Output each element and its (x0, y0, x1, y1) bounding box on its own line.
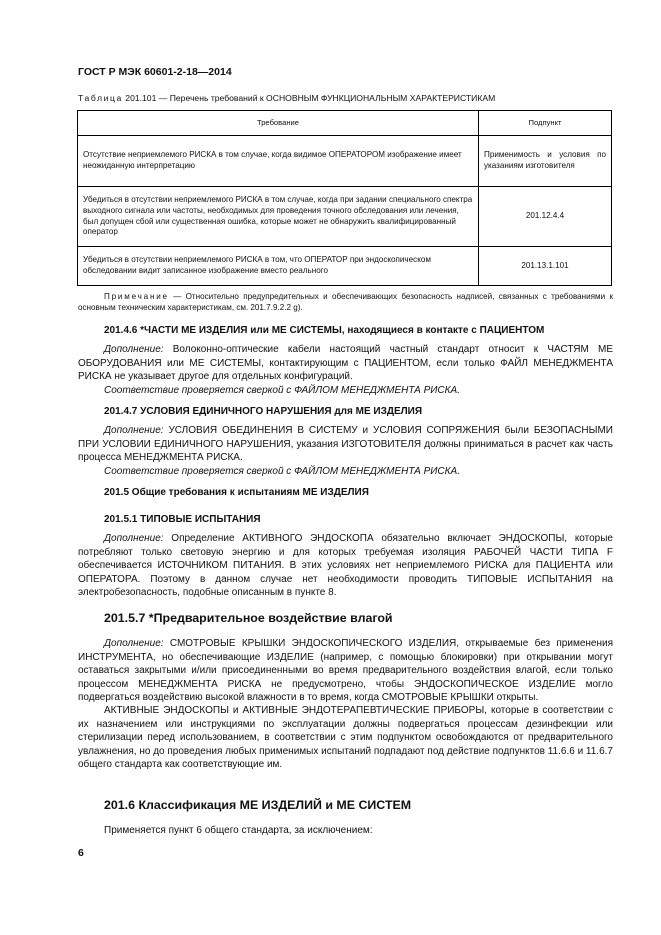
section-heading: 201.5.1 ТИПОВЫЕ ИСПЫТАНИЯ (104, 514, 261, 525)
section-201-6 (78, 799, 613, 838)
section-heading: 201.4.7 УСЛОВИЯ ЕДИНИЧНОГО НАРУШЕНИЯ для МЕ ИЗДЕЛИЯ (104, 406, 423, 417)
section-heading: 201.5 Общие требования к испытаниям МЕ ИЗДЕЛИЯ (104, 487, 369, 498)
section-201-4-6 (78, 324, 613, 397)
subclause-cell: 201.13.1.101 (479, 247, 612, 286)
table-caption-text: 201.101 — Перечень требований к ОСНОВНЫМ ФУНКЦИОНАЛЬНЫМ ХАРАКТЕРИСТИКАМ (125, 93, 496, 103)
requirements-table (77, 110, 612, 286)
table-caption-word: Таблица (78, 93, 123, 103)
subclause-cell: Применимость и условия по указаниям изготовителя (479, 136, 612, 187)
requirement-cell: Убедиться в отсутствии неприемлемого РИСКА в том случае, когда при задании специального спектра выходного сигнала или частоты, необходимых для проведения точного обследования или лечения, был допущен сбой или существенная ошибка, которые может не обнаружить квалифицированный оператор (78, 187, 479, 247)
paragraph-text: УСЛОВИЯ ОБЕДИНЕНИЯ В СИСТЕМУ и УСЛОВИЯ СОПРЯЖЕНИЯ были БЕЗОПАСНЫМИ ПРИ УСЛОВИИ ЕДИНИЧНОГО НАРУШЕНИЯ, указания ИЗГОТОВИТЕЛЯ должны приниматься в расчет как часть процесса МЕНЕДЖМЕНТА РИСКА. (78, 425, 613, 464)
paragraph-lead: Дополнение: (104, 533, 164, 545)
compliance-check: Соответствие проверяется сверкой с ФАЙЛОМ МЕНЕДЖМЕНТА РИСКА. (104, 465, 460, 477)
table-row (78, 247, 612, 286)
table-note (78, 291, 613, 313)
table-header-row (78, 111, 612, 136)
section-heading: 201.6 Классификация МЕ ИЗДЕЛИЙ и МЕ СИСТЕМ (104, 798, 412, 812)
note-label: Примечание (104, 292, 169, 301)
section-201-5-7 (78, 612, 613, 771)
paragraph (78, 532, 613, 599)
table-row (78, 136, 612, 187)
table-row (78, 187, 612, 247)
paragraph-lead: Дополнение: (104, 638, 164, 650)
page-number: 6 (78, 847, 84, 859)
subclause-cell: 201.12.4.4 (479, 187, 612, 247)
section-heading: 201.5.7 *Предварительное воздействие влагой (104, 611, 393, 625)
paragraph-text: СМОТРОВЫЕ КРЫШКИ ЭНДОСКОПИЧЕСКОГО ИЗДЕЛИЯ, открываемые без применения ИНСТРУМЕНТА, но обеспечивающие ИЗДЕЛИЕ (например, с помощью блокировки) при открывании могут оставаться закрытыми и/или присоединенными во время предварительного воздействия влагой, если только процессом МЕНЕДЖМЕНТА РИСКА не предусмотрено, чтобы ЭНДОСКОПИЧЕСКОЕ ИЗДЕЛИЕ могло подвергаться воздействию высокой влажности в то время, когда СМОТРОВЫЕ КРЫШКИ открыты. (78, 638, 613, 704)
paragraph-text: Волоконно-оптические кабели настоящий частный стандарт относит к ЧАСТЯМ МЕ ОБОРУДОВАНИЯ или МЕ СИСТЕМЫ, контактирующим с ПАЦИЕНТОМ, если только ФАЙЛ МЕНЕДЖМЕНТА РИСКА не указывает другое для отдельных конфигураций. (78, 344, 613, 383)
requirement-cell: Убедиться в отсутствии неприемлемого РИСКА в том, что ОПЕРАТОР при эндоскопическом обследовании видит записанное изображение вместо реального (78, 247, 479, 286)
note-text: — Относительно предупредительных и обеспечивающих безопасность надписей, связанных с требованиями к основным техническим характеристикам, см. 201.7.9.2.2 g). (78, 292, 613, 312)
column-header-subclause: Подпункт (479, 111, 612, 136)
section-201-4-7 (78, 405, 613, 478)
section-201-5 (78, 486, 613, 499)
requirement-cell: Отсутствие неприемлемого РИСКА в том случае, когда видимое ОПЕРАТОРОМ изображение имеет неожиданную интерпретацию (78, 136, 479, 187)
column-header-requirement: Требование (78, 111, 479, 136)
section-heading: 201.4.6 *ЧАСТИ МЕ ИЗДЕЛИЯ или МЕ СИСТЕМЫ, находящиеся в контакте с ПАЦИЕНТОМ (104, 325, 545, 336)
paragraph: Применяется пункт 6 общего стандарта, за исключением: (104, 825, 373, 837)
paragraph (78, 637, 613, 704)
document-header: ГОСТ Р МЭК 60601-2-18—2014 (78, 66, 232, 78)
section-201-5-1 (78, 513, 613, 599)
paragraph (78, 343, 613, 383)
compliance-check: Соответствие проверяется сверкой с ФАЙЛОМ МЕНЕДЖМЕНТА РИСКА. (104, 384, 460, 396)
paragraph-text: Определение АКТИВНОГО ЭНДОСКОПА обязательно включает ЭНДОСКОПЫ, которые потребляют только световую энергию и для которых требуемая изоляция РАБОЧЕЙ ЧАСТИ ТИПА F обеспечивается ИСТОЧНИКОМ ПИТАНИЯ. В этих условиях нет неприемлемого РИСКА для ПАЦИЕНТА или ОПЕРАТОРА. Поэтому в данном случае нет необходимости проводить ТИПОВЫЕ ИСПЫТАНИЯ на электробезопасность, подобные описанным в пункте 8. (78, 533, 613, 599)
paragraph: АКТИВНЫЕ ЭНДОСКОПЫ и АКТИВНЫЕ ЭНДОТЕРАПЕВТИЧЕСКИЕ ПРИБОРЫ, которые в соответствии с их назначением или инструкциями по эксплуатации должны подвергаться процессам дезинфекции или стерилизации перед использованием, в соответствии с этим подпунктом освобождаются от предварительного увлажнения, но до проведения любых применимых испытаний подпадают под действие подпунктов 11.6.6 и 11.6.7 общего стандарта как соответствующие им. (78, 705, 613, 771)
paragraph-lead: Дополнение: (104, 344, 164, 356)
paragraph-lead: Дополнение: (104, 425, 164, 437)
table-caption (78, 93, 495, 103)
paragraph (78, 424, 613, 464)
